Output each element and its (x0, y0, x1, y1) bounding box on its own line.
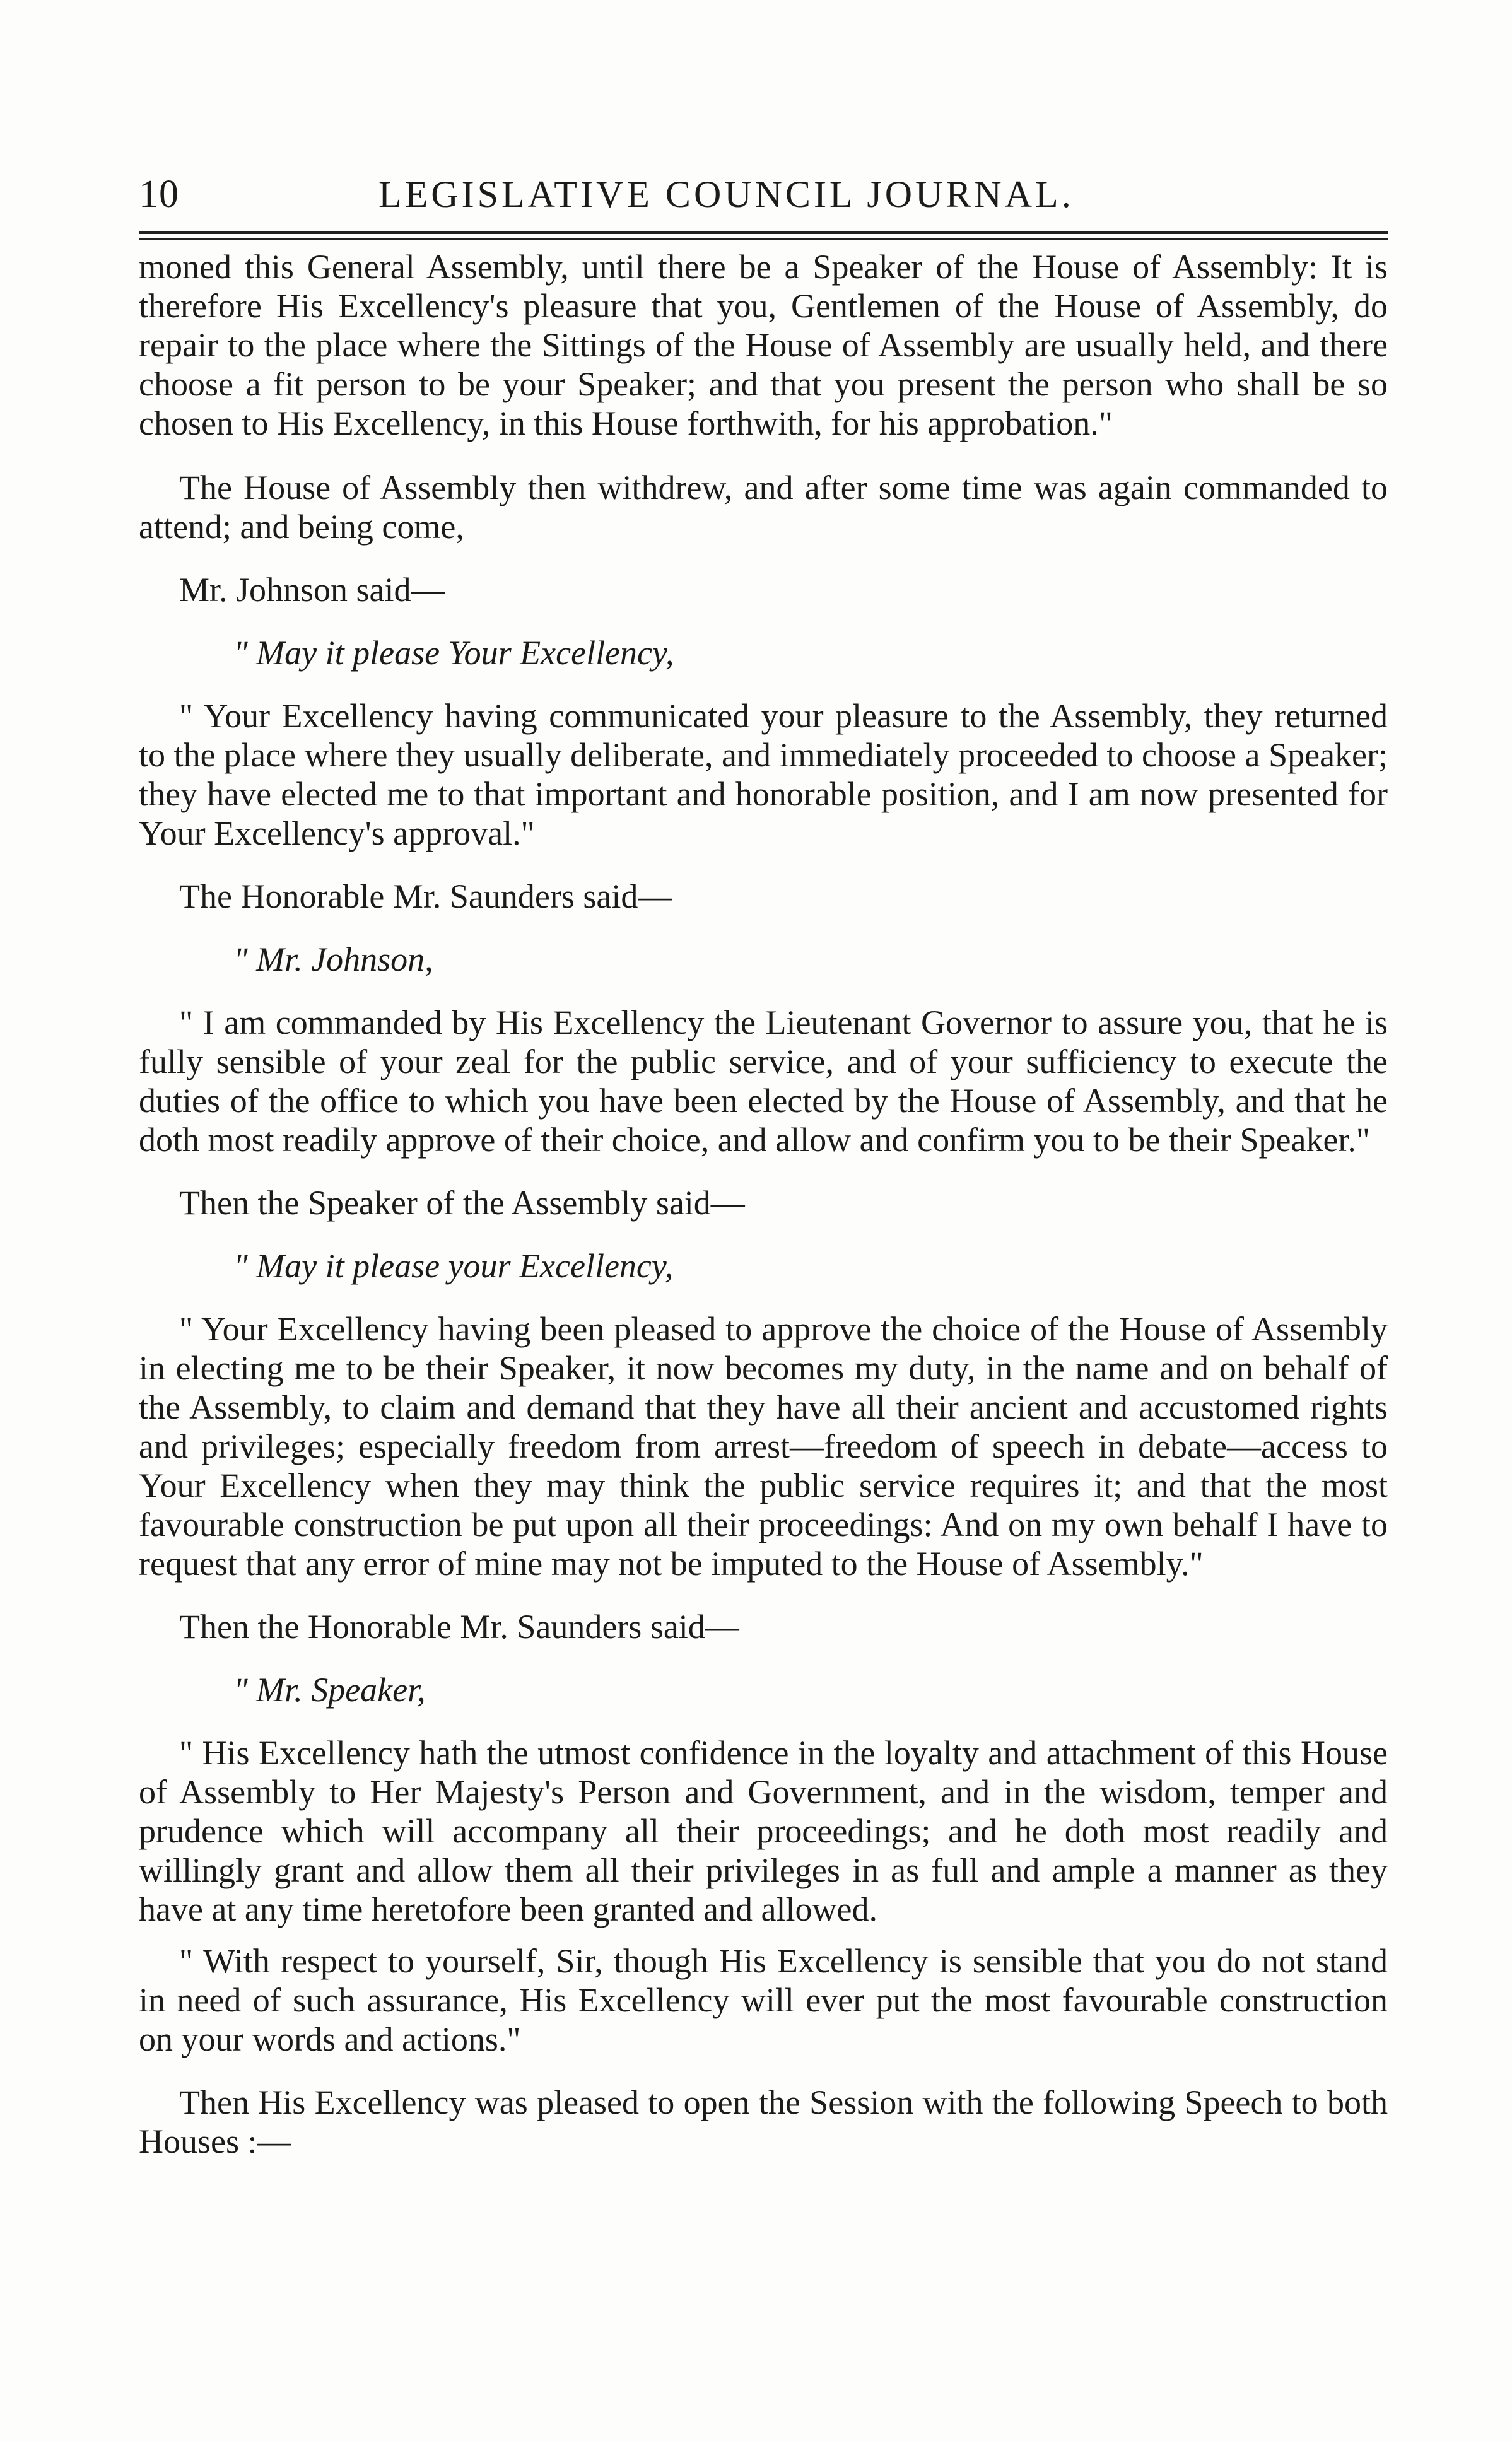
salutation: " May it please Your Excellency, (233, 634, 674, 672)
paragraph-speech: " With respect to yourself, Sir, though His Excellency is sensible that you do not stand in need of such assurance, His Excellency will ever put the most favourable construction on your words and actions." (139, 1942, 1388, 2058)
speaker-attribution: Then the Speaker of the Assembly said— (179, 1184, 745, 1222)
paragraph-speech: " His Excellency hath the utmost confidence in the loyalty and attachment of this House of Assembly to Her Majesty's Person and Government, and in the wisdom, temper and prudence which will accompany all their proceedings; and he doth most readily and willingly grant and allow them all their privileges in as full and ample a manner as they have at any time heretofore been granted and allowed. (139, 1734, 1388, 1928)
salutation: " Mr. Johnson, (233, 940, 433, 978)
paragraph-speech: " Your Excellency having communicated your pleasure to the Assembly, they returned to the place where they usually deliberate, and immediately proceeded to choose a Speaker; they have elected me to that important and honorable position, and I am now presented for Your Excellency's approval." (139, 697, 1388, 852)
page-body (139, 247, 1388, 2161)
salutation: " May it please your Excellency, (233, 1247, 674, 1285)
paragraph-speech: " Your Excellency having been pleased to approve the choice of the House of Assembly in electing me to be their Speaker, it now becomes my duty, in the name and on behalf of the Assembly, to claim and demand that they have all their ancient and accustomed rights and privileges; especially freedom from arrest—freedom of speech in debate—access to Your Excellency when they may think the public service requires it; and that the most favourable construction be put upon all their proceedings: And on my own behalf I have to request that any error of mine may not be imputed to the House of Assembly." (139, 1310, 1388, 1583)
salutation: " Mr. Speaker, (233, 1671, 426, 1709)
paragraph-narrative: The House of Assembly then withdrew, and after some time was again commanded to attend; and being come, (139, 469, 1388, 546)
header-rule (139, 231, 1388, 234)
speaker-attribution: Then the Honorable Mr. Saunders said— (179, 1608, 739, 1646)
paragraph-continuation: moned this General Assembly, until there be a Speaker of the House of Assembly: It is therefore His Excellency's pleasure that you, Gentlemen of the House of Assembly, do repair to the place where the Sittings of the House of Assembly are usually held, and there choose a fit person to be your Speaker; and that you present the person who shall be so chosen to His Excellency, in this House forthwith, for his approbation." (139, 248, 1388, 442)
paragraph-narrative: Then His Excellency was pleased to open the Session with the following Speech to both Houses :— (139, 2083, 1388, 2160)
speaker-attribution: Mr. Johnson said— (179, 571, 445, 609)
page-number: 10 (139, 173, 179, 216)
paragraph-speech: " I am commanded by His Excellency the Lieutenant Governor to assure you, that he is fully sensible of your zeal for the public service, and of your sufficiency to execute the duties of the office to which you have been elected by the House of Assembly, and that he doth most readily approve of their choice, and allow and confirm you to be their Speaker." (139, 1004, 1388, 1159)
speaker-attribution: The Honorable Mr. Saunders said— (179, 877, 672, 915)
page-header (139, 169, 1388, 220)
running-title: LEGISLATIVE COUNCIL JOURNAL. (378, 173, 1074, 215)
header-rule-thin (139, 238, 1388, 240)
